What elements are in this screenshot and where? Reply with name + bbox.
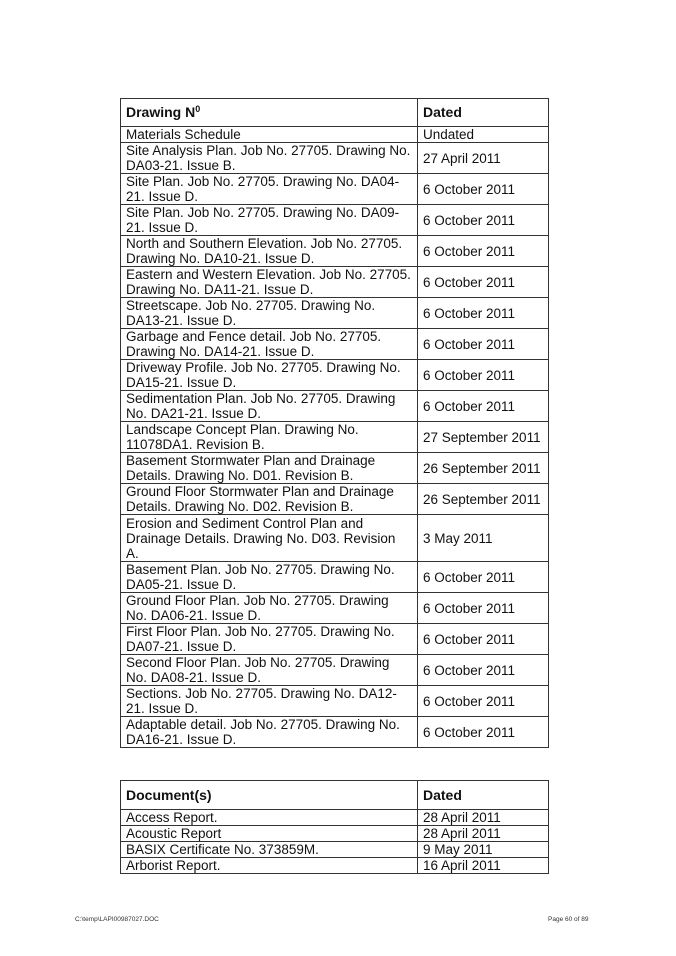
item-date-cell: 6 October 2011	[418, 593, 549, 624]
footer-file-path: C:\temp\LAPI00987027.DOC	[75, 916, 159, 923]
table-row	[121, 174, 549, 205]
item-name-cell: Garbage and Fence detail. Job No. 27705. Drawing No. DA14-21. Issue D.	[121, 329, 418, 360]
item-name-cell: Site Analysis Plan. Job No. 27705. Drawing No. DA03-21. Issue B.	[121, 143, 418, 174]
documents-header-row	[121, 781, 549, 810]
item-name-cell: Adaptable detail. Job No. 27705. Drawing No. DA16-21. Issue D.	[121, 717, 418, 748]
documents-table	[120, 780, 549, 874]
table-row	[121, 593, 549, 624]
item-name-cell: BASIX Certificate No. 373859M.	[121, 842, 418, 858]
item-date-cell: Undated	[418, 127, 549, 143]
item-date-cell: 9 May 2011	[418, 842, 549, 858]
item-name-cell: Basement Plan. Job No. 27705. Drawing No. DA05-21. Issue D.	[121, 562, 418, 593]
item-date-cell: 6 October 2011	[418, 205, 549, 236]
item-name-cell: Erosion and Sediment Control Plan and Drainage Details. Drawing No. D03. Revision A.	[121, 515, 418, 562]
footer-page-number: Page 60 of 89	[548, 916, 589, 923]
item-name-cell: Second Floor Plan. Job No. 27705. Drawing No. DA08-21. Issue D.	[121, 655, 418, 686]
table-row	[121, 422, 549, 453]
table-row	[121, 127, 549, 143]
document-header: Document(s)	[121, 781, 418, 810]
item-name-cell: Sections. Job No. 27705. Drawing No. DA12-21. Issue D.	[121, 686, 418, 717]
drawing-number-header: Drawing $N^0$	[121, 99, 418, 127]
drawing-dated-header: Dated	[418, 99, 549, 127]
table-row	[121, 267, 549, 298]
item-date-cell: 6 October 2011	[418, 391, 549, 422]
item-date-cell: 16 April 2011	[418, 858, 549, 874]
table-row	[121, 391, 549, 422]
table-row	[121, 360, 549, 391]
item-name-cell: Materials Schedule	[121, 127, 418, 143]
item-date-cell: 6 October 2011	[418, 624, 549, 655]
item-date-cell: 3 May 2011	[418, 515, 549, 562]
table-row	[121, 717, 549, 748]
table-row	[121, 329, 549, 360]
table-row	[121, 515, 549, 562]
table-row	[121, 484, 549, 515]
table-row	[121, 453, 549, 484]
drawings-header-row	[121, 99, 549, 127]
item-name-cell: Streetscape. Job No. 27705. Drawing No. DA13-21. Issue D.	[121, 298, 418, 329]
item-date-cell: 6 October 2011	[418, 267, 549, 298]
table-row	[121, 826, 549, 842]
item-name-cell: Site Plan. Job No. 27705. Drawing No. DA04-21. Issue D.	[121, 174, 418, 205]
table-row	[121, 655, 549, 686]
item-date-cell: 26 September 2011	[418, 484, 549, 515]
item-name-cell: Driveway Profile. Job No. 27705. Drawing No. DA15-21. Issue D.	[121, 360, 418, 391]
item-date-cell: 6 October 2011	[418, 329, 549, 360]
item-name-cell: Ground Floor Plan. Job No. 27705. Drawing No. DA06-21. Issue D.	[121, 593, 418, 624]
item-date-cell: 27 April 2011	[418, 143, 549, 174]
table-row	[121, 842, 549, 858]
document-dated-header: Dated	[418, 781, 549, 810]
table-row	[121, 205, 549, 236]
table-row	[121, 236, 549, 267]
item-date-cell: 6 October 2011	[418, 236, 549, 267]
item-date-cell: 26 September 2011	[418, 453, 549, 484]
item-name-cell: Acoustic Report	[121, 826, 418, 842]
item-name-cell: Access Report.	[121, 810, 418, 826]
item-name-cell: Sedimentation Plan. Job No. 27705. Drawing No. DA21-21. Issue D.	[121, 391, 418, 422]
table-row	[121, 858, 549, 874]
item-name-cell: Eastern and Western Elevation. Job No. 27705. Drawing No. DA11-21. Issue D.	[121, 267, 418, 298]
table-row	[121, 686, 549, 717]
item-name-cell: First Floor Plan. Job No. 27705. Drawing No. DA07-21. Issue D.	[121, 624, 418, 655]
item-date-cell: 6 October 2011	[418, 562, 549, 593]
item-date-cell: 6 October 2011	[418, 655, 549, 686]
table-row	[121, 810, 549, 826]
table-row	[121, 624, 549, 655]
item-name-cell: Arborist Report.	[121, 858, 418, 874]
item-date-cell: 28 April 2011	[418, 826, 549, 842]
drawings-table	[120, 98, 549, 748]
item-date-cell: 28 April 2011	[418, 810, 549, 826]
item-name-cell: Ground Floor Stormwater Plan and Drainage Details. Drawing No. D02. Revision B.	[121, 484, 418, 515]
item-name-cell: Site Plan. Job No. 27705. Drawing No. DA09-21. Issue D.	[121, 205, 418, 236]
item-date-cell: 6 October 2011	[418, 360, 549, 391]
item-name-cell: North and Southern Elevation. Job No. 27705. Drawing No. DA10-21. Issue D.	[121, 236, 418, 267]
item-date-cell: 6 October 2011	[418, 298, 549, 329]
item-date-cell: 6 October 2011	[418, 686, 549, 717]
item-name-cell: Basement Stormwater Plan and Drainage Details. Drawing No. D01. Revision B.	[121, 453, 418, 484]
table-row	[121, 562, 549, 593]
item-date-cell: 27 September 2011	[418, 422, 549, 453]
table-row	[121, 143, 549, 174]
item-name-cell: Landscape Concept Plan. Drawing No. 11078DA1. Revision B.	[121, 422, 418, 453]
item-date-cell: 6 October 2011	[418, 717, 549, 748]
item-date-cell: 6 October 2011	[418, 174, 549, 205]
table-row	[121, 298, 549, 329]
